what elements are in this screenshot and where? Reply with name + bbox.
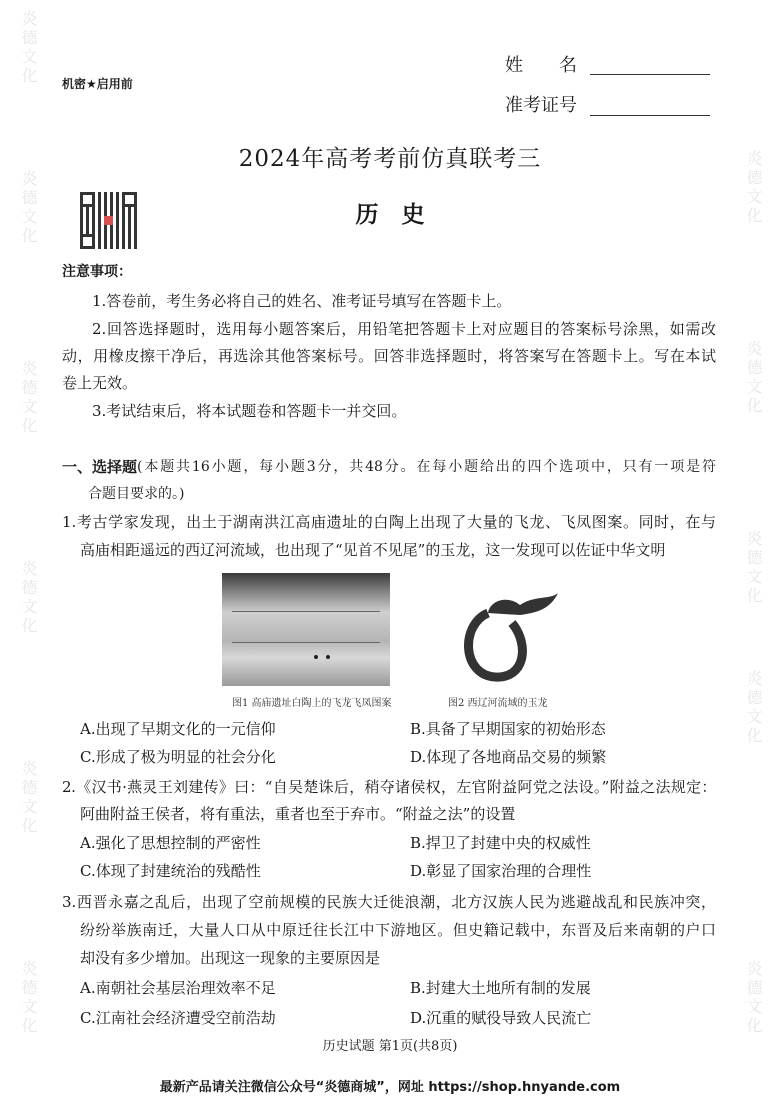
- question-3-line: 却没有多少增加。出现这一现象的主要原因是: [80, 949, 381, 967]
- watermark: 炎德文化: [744, 530, 763, 606]
- watermark: 炎德文化: [19, 10, 38, 86]
- option[interactable]: A.出现了早期文化的一元信仰: [80, 720, 276, 738]
- option[interactable]: B.具备了早期国家的初始形态: [410, 720, 606, 738]
- option[interactable]: C.形成了极为明显的社会分化: [80, 748, 276, 766]
- notice-heading: 注意事项：: [62, 264, 132, 280]
- option[interactable]: B.封建大土地所有制的发展: [410, 979, 591, 997]
- name-field[interactable]: [590, 74, 710, 75]
- exam-title: 2024年高考考前仿真联考三: [238, 146, 542, 172]
- page-number: 历史试题 第1页(共8页): [322, 1039, 458, 1054]
- question-1-line: 高庙相距遥远的西辽河流域，也出现了“见首不见尾”的玉龙，这一发现可以佐证中华文明: [80, 541, 666, 559]
- question-1-line: 1.考古学家发现，出土于湖南洪江高庙遗址的白陶上出现了大量的飞龙、飞凤图案。同时，在与: [62, 513, 716, 531]
- notice-line: 动，用橡皮擦干净后，再选涂其他答案标号。回答非选择题时，将答案写在答题卡上。写在本试: [62, 347, 716, 365]
- name-label: 姓 名: [505, 55, 577, 76]
- watermark: 炎德文化: [19, 760, 38, 836]
- figure-1-caption: 图1 高庙遗址白陶上的飞龙飞凤图案: [232, 698, 392, 709]
- watermark: 炎德文化: [744, 960, 763, 1036]
- notice-line: 卷上无效。: [62, 374, 138, 392]
- option[interactable]: A.强化了思想控制的严密性: [80, 834, 261, 852]
- notice-line: 3.考试结束后，将本试题卷和答题卡一并交回。: [92, 402, 407, 420]
- question-2-line: 2.《汉书·燕灵王刘建传》曰：“自吴楚诛后，稍夺诸侯权，左官附益阿党之法设。”附益之法规定：: [62, 778, 716, 796]
- option[interactable]: D.彰显了国家治理的合理性: [410, 862, 592, 880]
- notice-line: 2.回答选择题时，选用每小题答案后，用铅笔把答题卡上对应题目的答案标号涂黑，如需改: [92, 320, 716, 338]
- figure-pottery: [222, 573, 390, 686]
- question-3-line: 纷纷举族南迁，大量人口从中原迁往长江中下游地区。但史籍记载中，东晋及后来南朝的户口: [80, 921, 716, 939]
- id-field[interactable]: [590, 115, 710, 116]
- watermark: 炎德文化: [19, 360, 38, 436]
- section-header: [62, 457, 716, 477]
- option[interactable]: C.江南社会经济遭受空前浩劫: [80, 1009, 276, 1027]
- watermark: 炎德文化: [19, 960, 38, 1036]
- option[interactable]: A.南朝社会基层治理效率不足: [80, 979, 276, 997]
- option[interactable]: B.捍卫了封建中央的权威性: [410, 834, 591, 852]
- option[interactable]: D.体现了各地商品交易的频繁: [410, 748, 607, 766]
- section-desc: (本题共16小题，每小题3分，共48分。在每小题给出的四个选项中，只有一项是符: [137, 459, 716, 475]
- notice-line: 1.答卷前，考生务必将自己的姓名、准考证号填写在答题卡上。: [92, 292, 512, 310]
- figure-jade-dragon: [450, 585, 565, 685]
- watermark: 炎德文化: [744, 150, 763, 226]
- question-2-line: 阿曲附益王侯者，将有重法，重者也至于弃市。“附益之法”的设置: [80, 805, 516, 823]
- subject-title: 历 史: [355, 202, 425, 228]
- question-3-line: 3.西晋永嘉之乱后，出现了空前规模的民族大迁徙浪潮，北方汉族人民为逃避战乱和民族冲突，: [62, 893, 716, 911]
- watermark: 炎德文化: [19, 170, 38, 246]
- watermark: 炎德文化: [19, 560, 38, 636]
- option[interactable]: D.沉重的赋役导致人民流亡: [410, 1009, 592, 1027]
- section-title: 一、选择题: [62, 458, 138, 476]
- watermark: 炎德文化: [744, 670, 763, 746]
- promo-footer: 最新产品请关注微信公众号“炎德商城”，网址 https://shop.hnyande.com: [159, 1080, 621, 1095]
- watermark: 炎德文化: [744, 340, 763, 416]
- id-label: 准考证号: [505, 95, 577, 116]
- confidential-label: 机密★启用前: [62, 77, 133, 91]
- section-desc: 合题目要求的。): [88, 486, 185, 502]
- figure-2-caption: 图2 西辽河流域的玉龙: [448, 698, 548, 709]
- option[interactable]: C.体现了封建统治的残酷性: [80, 862, 261, 880]
